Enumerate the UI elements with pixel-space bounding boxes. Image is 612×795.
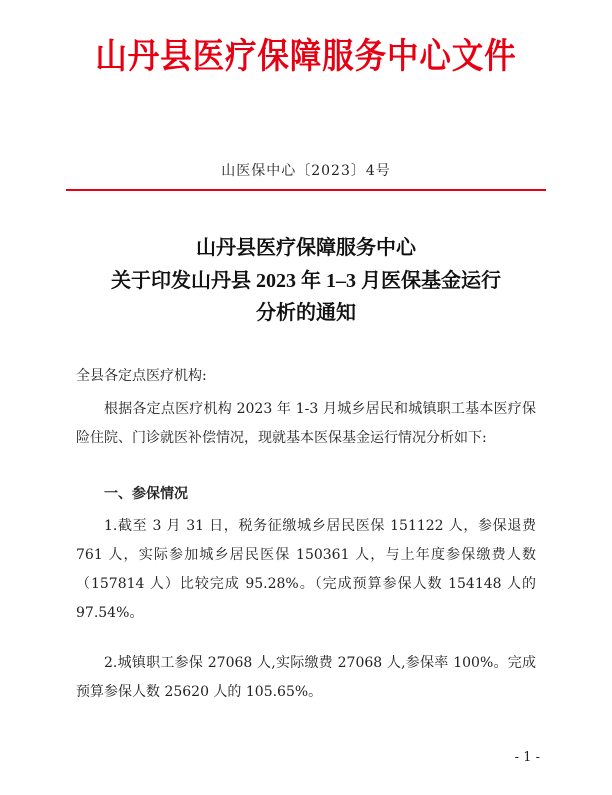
- section-heading-enrollment: 一、参保情况: [104, 486, 188, 502]
- document-header-title: 山丹县医疗保障服务中心文件: [95, 37, 517, 77]
- red-divider-line: [66, 189, 546, 191]
- page-number: - 1 -: [514, 750, 540, 765]
- paragraph-item-2: 2.城镇职工参保 27068 人,实际缴费 27068 人,参保率 100%。完成预算参保人数 25620 人的 105.65%。: [76, 655, 536, 700]
- document-number: 山医保中心〔2023〕4号: [221, 163, 391, 179]
- salutation: 全县各定点医疗机构:: [76, 368, 207, 384]
- document-title-line-3: 分析的通知: [256, 302, 356, 324]
- document-title-line-1: 山丹县医疗保障服务中心: [196, 237, 416, 259]
- paragraph-item-1: 1.截至 3 月 31 日，税务征缴城乡居民医保 151122 人，参保退费 761 人，实际参加城乡居民医保 150361 人，与上年度参保缴费人数（157814 人）比较完成 95.28%。（完成预算参保人数 154148 人的 97.54%。: [76, 518, 536, 621]
- document-title-line-2: 关于印发山丹县 2023 年 1–3 月医保基金运行: [111, 270, 501, 292]
- intro-paragraph: 根据各定点医疗机构 2023 年 1-3 月城乡居民和城镇职工基本医疗保险住院、门诊就医补偿情况，现就基本医保基金运行情况分析如下:: [76, 401, 536, 446]
